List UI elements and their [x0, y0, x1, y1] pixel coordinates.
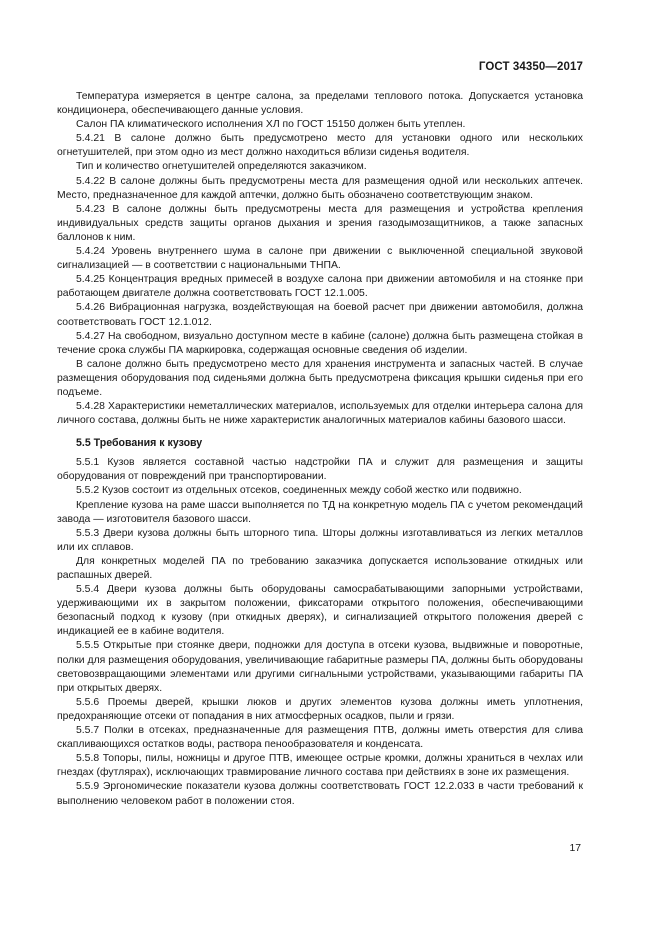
paragraph: Салон ПА климатического исполнения ХЛ по ГОСТ 15150 должен быть утеплен.: [76, 119, 466, 131]
body-text: [57, 90, 583, 809]
paragraph: 5.4.24 Уровень внутреннего шума в салоне при движении с выключенной специальной звуковой сигнализацией — в соответствии с национальными ТНПА.: [57, 246, 583, 272]
paragraph: 5.4.23 В салоне должны быть предусмотрены места для размещения и устройства крепления индивидуальных средств защиты органов дыхания и зрения газодымозащитников, а также запасных баллонов к ним.: [57, 203, 583, 243]
paragraph: 5.5.6 Проемы дверей, крышки люков и других элементов кузова должны иметь уплотнения, предохраняющие отсеки от попадания в них атмосферных осадков, пыли и грязи.: [57, 696, 583, 722]
paragraph: 5.5.1 Кузов является составной частью надстройки ПА и служит для размещения и защиты оборудования от повреждений при транспортировании.: [57, 457, 583, 483]
paragraph: 5.5.4 Двери кузова должны быть оборудованы самосрабатывающими запорными устройствами, удерживающими их в закрытом положении, фиксаторами открытого положения, обеспечивающими безопасный подход к кузову (при откидных дверях), и сигнализацией открытого положения дверей с индикацией ее в кабине водителя.: [57, 584, 583, 638]
paragraph: Для конкретных моделей ПА по требованию заказчика допускается использование откидных или распашных дверей.: [57, 555, 583, 581]
standard-header: ГОСТ 34350—2017: [478, 61, 583, 73]
paragraph: 5.4.26 Вибрационная нагрузка, воздействующая на боевой расчет при движении автомобиля, должна соответствовать ГОСТ 12.1.012.: [57, 302, 583, 328]
paragraph: 5.5.8 Топоры, пилы, ножницы и другое ПТВ, имеющее острые кромки, должны храниться в чехлах или гнездах (футлярах), исключающих травмирование личного состава при действиях в зоне их размещения.: [57, 753, 583, 779]
paragraph: Температура измеряется в центре салона, за пределами теплового потока. Допускается установка кондиционера, обеспечивающего данные условия.: [57, 91, 583, 117]
paragraph: 5.5.9 Эргономические показатели кузова должны соответствовать ГОСТ 12.2.033 в части требований к выполнению человеком работ в положении стоя.: [57, 781, 583, 807]
page-number: 17: [569, 843, 581, 854]
paragraph: 5.5.3 Двери кузова должны быть шторного типа. Шторы должны изготавливаться из легких металлов или их сплавов.: [57, 527, 583, 553]
paragraph: 5.4.22 В салоне должны быть предусмотрены места для размещения одной или нескольких аптечек. Место, предназначенное для каждой аптечки, должно быть обозначено соответствующим знаком.: [57, 175, 583, 201]
paragraph: Крепление кузова на раме шасси выполняется по ТД на конкретную модель ПА с учетом рекомендаций завода — изготовителя базового шасси.: [57, 499, 583, 525]
paragraph: 5.5.2 Кузов состоит из отдельных отсеков, соединенных между собой жестко или подвижно.: [76, 485, 522, 497]
paragraph: Тип и количество огнетушителей определяются заказчиком.: [76, 161, 367, 173]
paragraph: 5.5.5 Открытые при стоянке двери, подножки для доступа в отсеки кузова, выдвижные и поворотные, полки для размещения оборудования, увеличивающие габаритные размеры ПА, должны быть оборудованы световозвращающими элементами или другими сигнальными устройствами, указывающими габариты ПА при открытых дверях.: [57, 640, 583, 694]
paragraph: 5.4.28 Характеристики неметаллических материалов, используемых для отделки интерьера салона для личного состава, должны быть не ниже характеристик аналогичных материалов кабины базового шасси.: [57, 401, 583, 427]
paragraph: 5.4.25 Концентрация вредных примесей в воздухе салона при движении автомобиля и на стоянке при работающем двигателе должна соответствовать ГОСТ 12.1.005.: [57, 274, 583, 300]
section-heading: 5.5 Требования к кузову: [76, 437, 203, 450]
paragraph: 5.5.7 Полки в отсеках, предназначенные для размещения ПТВ, должны иметь отверстия для слива скапливающихся остатков воды, раствора пенообразователя и конденсата.: [57, 725, 583, 751]
paragraph: В салоне должно быть предусмотрено место для хранения инструмента и запасных частей. В случае размещения оборудования под сиденьями должна быть предусмотрена фиксация крышки сиденья при его подъеме.: [57, 358, 583, 398]
paragraph: 5.4.21 В салоне должно быть предусмотрено место для установки одного или нескольких огнетушителей, при этом одно из мест должно находиться вблизи сиденья водителя.: [57, 133, 583, 159]
paragraph: 5.4.27 На свободном, визуально доступном месте в кабине (салоне) должна быть размещена стойкая в течение срока службы ПА маркировка, содержащая основные сведения об изделии.: [57, 330, 583, 356]
